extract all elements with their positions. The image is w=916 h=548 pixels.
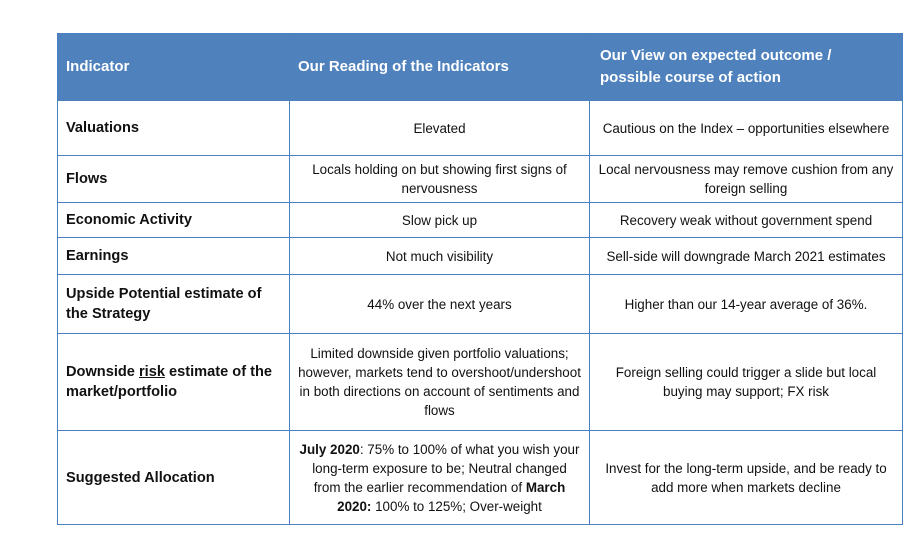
indicator-cell: Upside Potential estimate of the Strategy xyxy=(58,275,290,334)
reading-bold: July 2020 xyxy=(299,441,360,457)
indicator-cell: Suggested Allocation xyxy=(58,431,290,525)
header-indicator: Indicator xyxy=(58,34,290,101)
header-reading: Our Reading of the Indicators xyxy=(290,34,590,101)
indicators-table xyxy=(57,33,903,525)
view-cell: Cautious on the Index – opportunities elsewhere xyxy=(590,101,903,156)
reading-cell: Limited downside given portfolio valuations; however, markets tend to overshoot/undershoot in both directions on account of sentiments and flows xyxy=(290,334,590,431)
table-row xyxy=(58,203,903,238)
reading-bold: March 2020: xyxy=(337,479,566,514)
view-cell: Sell-side will downgrade March 2021 estimates xyxy=(590,238,903,275)
indicator-cell: Flows xyxy=(58,156,290,203)
indicator-underlined-word: risk xyxy=(138,364,165,380)
indicator-text: Downside xyxy=(66,364,139,380)
table-body xyxy=(58,101,903,525)
reading-cell: Slow pick up xyxy=(290,203,590,238)
indicator-cell: Economic Activity xyxy=(58,203,290,238)
indicator-cell: Valuations xyxy=(58,101,290,156)
indicator-text: estimate of the market/portfolio xyxy=(66,364,272,400)
indicator-cell: Earnings xyxy=(58,238,290,275)
view-cell: Foreign selling could trigger a slide but local buying may support; FX risk xyxy=(590,334,903,431)
table-header xyxy=(58,34,903,101)
table-row xyxy=(58,101,903,156)
view-cell: Higher than our 14-year average of 36%. xyxy=(590,275,903,334)
reading-cell: Not much visibility xyxy=(290,238,590,275)
header-row xyxy=(58,34,903,101)
reading-cell: Locals holding on but showing first signs of nervousness xyxy=(290,156,590,203)
table-row xyxy=(58,238,903,275)
indicator-cell xyxy=(58,334,290,431)
table-row xyxy=(58,156,903,203)
table-row xyxy=(58,431,903,525)
reading-cell xyxy=(290,431,590,525)
reading-text: 100% to 125%; Over-weight xyxy=(371,498,542,514)
table-row xyxy=(58,334,903,431)
reading-text: : 75% to 100% of what you wish your long-term exposure to be; Neutral changed from the earlier recommendation of xyxy=(312,441,580,495)
table-row xyxy=(58,275,903,334)
view-cell: Invest for the long-term upside, and be ready to add more when markets decline xyxy=(590,431,903,525)
view-cell: Recovery weak without government spend xyxy=(590,203,903,238)
reading-cell: 44% over the next years xyxy=(290,275,590,334)
header-view: Our View on expected outcome / possible course of action xyxy=(590,34,903,101)
reading-cell: Elevated xyxy=(290,101,590,156)
view-cell: Local nervousness may remove cushion from any foreign selling xyxy=(590,156,903,203)
